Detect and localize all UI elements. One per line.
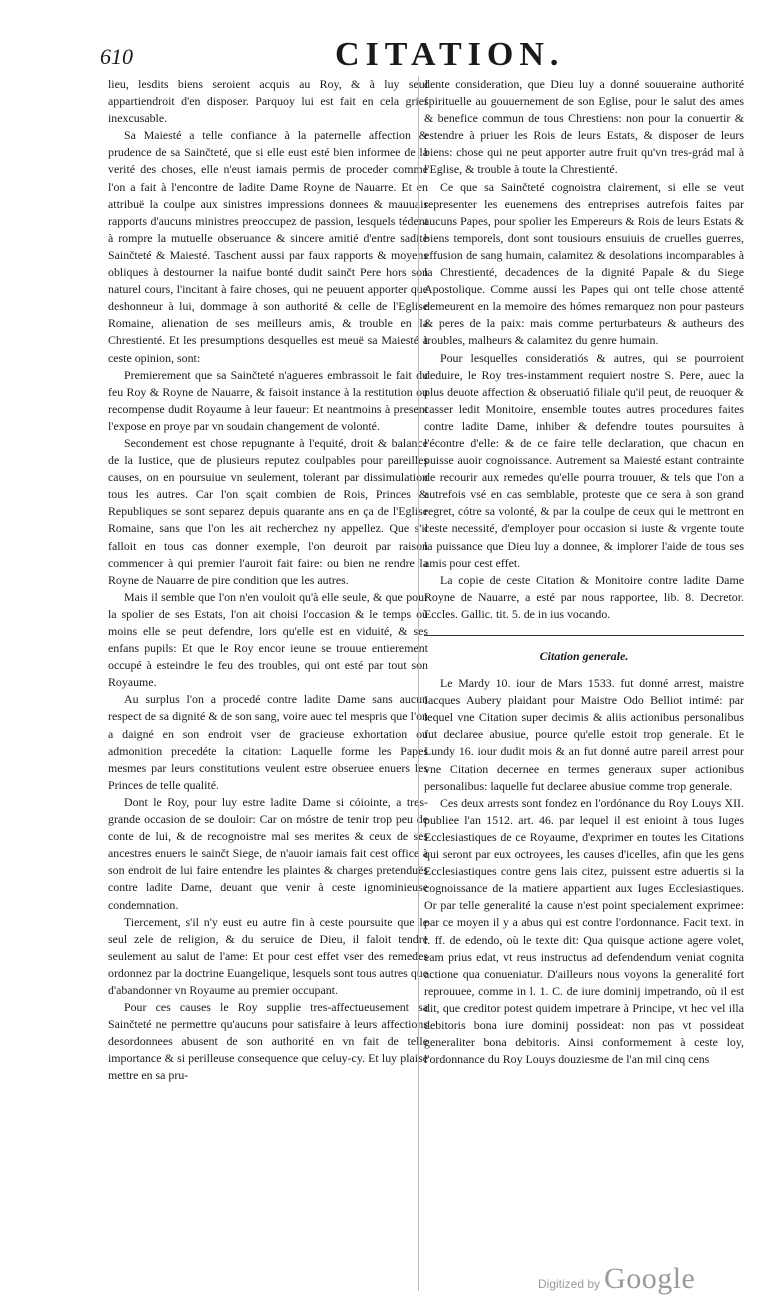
paragraph: Mais il semble que l'on n'en vouloit qu'à elle seule, & que pour la spolier de ses Estats, l'on ait choisi l'occasion & le temps où moins elle se peut defendre, lors qu'elle est en viduité, & ses enfans pupils: Et que le Roy encor ieune se trouue entierement occupé à esteindre le feu des troubles, qui ont esté par tout son Royaume. bbox=[108, 589, 428, 690]
section-heading: Citation generale. bbox=[539, 649, 629, 663]
google-logo: Google bbox=[604, 1262, 696, 1295]
paragraph: Pour ces causes le Roy supplie tres-affectueusement sa Sainčteté ne permettre qu'aucuns pour satisfaire à leurs affections desordonnees abusent de son authorité en vn fait de telle importance & si perilleuse consequence que celuy-cy. Et luy plaise mettre en sa pru- bbox=[108, 1000, 428, 1083]
paragraph: Pour lesquelles consideratiós & autres, qui se pourroient deduire, le Roy tres-instamment requiert nostre S. Pere, auec la plus deuote affection & obseruatió filiale qu'il peut, de reuoquer & casser ledit Monitoire, ensemble toutes autres procedures faites contre ladite Dame, inhiber & defendre toutes poursuites à l'écontre d'elle: & de ce faire telle declaration, que chacun en puisse auoir cognoissance. Autrement sa Maiesté estant contrainte de recourir aux remedes qu'elle pourra trouuer, & tels que l'on a autrefois vsé en cas semblable, proteste que ce sera à son grand regret, cótre sa volonté, & par la coulpe de ceux qui le mettront en ceste necessité, d'employer pour occasion si iuste & vrgente toute la puissance que Dieu luy a donnee, & implorer l'aide de tous ses amis pour cest effet. bbox=[424, 350, 744, 570]
paragraph: La copie de ceste Citation & Monitoire contre ladite Dame Royne de Nauarre, a esté par nous rapportee, lib. 8. Decretor. Eccles. Gallic. tit. 5. de in ius vocando. bbox=[424, 572, 744, 621]
paragraph: dente consideration, que Dieu luy a donné souueraine authorité spirituelle au gouuernement de son Eglise, pour le salut des ames & benefice commun de tous Chrestiens: non pour la conuertir & estendre à priuer les Rois de leurs Estats, & disposer de leurs biens: chose qui ne peut apporter autre fruit qu'vn tres-grád mal à l'Eglise, & trouble à toute la Chrestienté. bbox=[424, 77, 744, 177]
page-number: 610 bbox=[100, 44, 133, 69]
paragraph: Au surplus l'on a procedé contre ladite Dame sans aucun respect de sa dignité & de son sang, voire auec tel mespris que l'on a daigné en son endroit vser de gracieuse exhortation ou admonition precedéte la citation: Laquelle forme les Papes mesmes par leurs constitutions veulent estre obseruee enuers les Princes de telle qualité. bbox=[108, 692, 428, 792]
watermark-prefix: Digitized by bbox=[538, 1277, 601, 1291]
section-divider bbox=[424, 635, 744, 636]
digitized-watermark bbox=[538, 1262, 695, 1296]
left-column bbox=[108, 76, 428, 1085]
paragraph: Tiercement, s'il n'y eust eu autre fin à ceste poursuite que le seul zele de religion, & du seruice de Dieu, il faloit tendre seulement au salut de l'ame: Et pour cest effet vser des remedes ordonnez par la doctrine Euangelique, lesquels sont tous autres que d'abandonner vn Royaume au premier occupant. bbox=[108, 914, 428, 997]
paragraph: Secondement est chose repugnante à l'equité, droit & balance de la Iustice, que de plusieurs reputez coulpables pour pareilles causes, on en poursuiue vn seulement, tolerant par dissimulation tous les autres. Car l'on sçait combien de Rois, Princes & Republiques se sont separez depuis quarante ans en ça de l'Eglise Romaine, sans que l'on les ait recherchez ny appellez. Que s'il falloit en tous cas donner exemple, l'on deuroit par raison commencer à qui premier l'auroit fait faire: ou bien ne rendre la Royne de Nauarre de pire condition que les autres. bbox=[108, 435, 428, 587]
running-title: CITATION. bbox=[335, 36, 565, 73]
column-divider bbox=[418, 76, 419, 1291]
right-column bbox=[424, 76, 744, 1068]
paragraph: Ce que sa Sainčteté cognoistra clairement, si elle se veut representer les euenemens des entreprises autrefois faites par aucuns Papes, pour spolier les Empereurs & Rois de leurs Estats & biens temporels, dont sont tousiours ensuiuis de cruelles guerres, effusion de sang humain, calamitez & desolations incomparables à la Chrestienté, decadences de la dignité Papale & du Siege Apostolique. Comme aussi les Papes qui ont telle chose attenté demeurent en la memoire des hómes remarquez non pour pasteurs & peres de la paix: mais comme perturbateurs & autheurs des troubles, malheurs & calamitez du genre humain. bbox=[424, 179, 744, 348]
paragraph: Ces deux arrests sont fondez en l'ordónance du Roy Louys XII. publiee l'an 1512. art. 46. par lequel il est enioint à tous Iuges Ecclesiastiques de ce Royaume, d'exprimer en toutes les Citations qui seront par eux octroyees, les causes d'icelles, afin que les gens Ecclesiastiques contre gens lais citez, puissent estre aduertis si la cognoissance de la matiere appartient aux Iuges Ecclesiastiques. Or par telle generalité la cause n'est point specialement exprimee: par ce moyen il y a abus qui est contre l'ordonnance. Facit text. in l. ff. de edendo, où le texte dit: Qua quisque actione agere volet, eam prius edat, vt reus instructus ad defendendum veniat cognita actione qua conueniatur. D'ailleurs nous voyons la generalité fort reprouuee, comme in l. 1. C. de iure dominij impetrando, où il est dit, que creditor potest quidem impetrare à Principe, vt hec vel illa debitoris bona iure dominij possideat: non pas vt possideat generaliter bona debitoris. Ainsi conformement à ceste loy, l'ordonnance du Roy Louys douziesme de l'an mil cinq cens bbox=[424, 795, 744, 1067]
page-header bbox=[100, 36, 750, 72]
paragraph: Dont le Roy, pour luy estre ladite Dame si cóiointe, a tres-grande occasion de se douloir: Car on móstre de tenir trop peu de conte de lui, & de recognoistre mal ses merites & ceux de ses ancestres enuers le sainčt Siege, de n'auoir iamais fait cest office à son endroit de lui faire entendre les plaintes & charges pretenduës contre ladite Dame, deuant que venir à ceste ignominieuse condemnation. bbox=[108, 794, 428, 912]
paragraph: Le Mardy 10. iour de Mars 1533. fut donné arrest, maistre Iacques Aubery plaidant pour Maistre Odo Belliot intimé: par lequel vne Citation super decimis & aliis actionibus personalibus fut declaree abusiue, pource qu'elle estoit trop generale. Et le Lundy 16. iour dudit mois & an fut donné autre pareil arrest pour vne Citation decernee en termes generaux super actionibus personalibus: laquelle fut declaree abusiue comme trop generale. bbox=[424, 676, 744, 793]
paragraph: Sa Maiesté a telle confiance à la paternelle affection & prudence de sa Sainčteté, que si elle eust esté bien informee de la verité des choses, elle n'eust iamais permis de proceder comme l'on a fait à l'encontre de ladite Dame Royne de Nauarre. Et en attribuë la coulpe aux sinistres impressions donnees & mauuais rapports d'aucuns ministres preoccupez de passion, lesquels tédent à rompre la mutuelle obseruance & sincere amitié d'entre sadite Sainčteté & Maiesté. Taschent aussi par faux rapports & moyens obliques à destourner la naifue bonté dudit sainčt Pere hors son naturel cours, l'incitant à faire choses, qui ne peuuent apporter que deshonneur à lui, dommage à son authorité & celle de l'Eglise Romaine, alienation de ses meilleurs amis, & trouble en la Chrestienté. Et les presumptions desquelles est meuë sa Maiesté à ceste opinion, sont: bbox=[108, 128, 428, 365]
paragraph: Premierement que sa Sainčteté n'agueres embrassoit le fait du feu Roy & Royne de Nauarre, & faisoit instance à la restitution ou recompense dudit Royaume à leur faueur: Et neantmoins à present l'expose en proye par vn soudain changement de volonté. bbox=[108, 367, 428, 433]
paragraph: lieu, lesdits biens seroient acquis au Roy, & à luy seul appartiendroit d'en disposer. Parquoy lui est fait en cela grief inexcusable. bbox=[108, 77, 428, 126]
